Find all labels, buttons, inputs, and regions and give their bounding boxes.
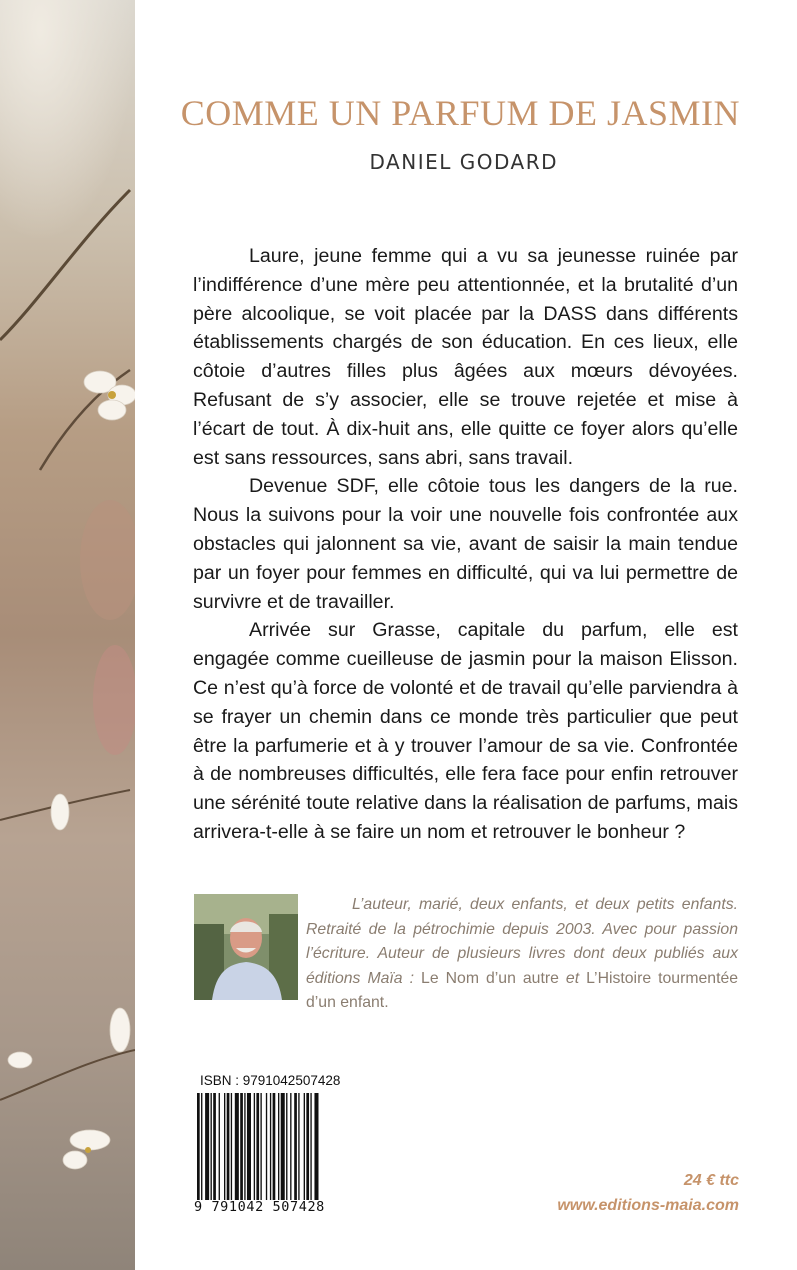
barcode <box>197 1093 354 1200</box>
isbn-label: ISBN : 9791042507428 <box>200 1073 341 1088</box>
author-bio <box>306 893 738 1016</box>
author-name: DANIEL GODARD <box>369 150 558 174</box>
bio-text: L’auteur, marié, deux enfants, et deux petits enfants. Retraité de la pétrochimie depuis 2003. Avec pour passion l’écriture. Auteur de plusieurs livres dont deux publiés aux éditions Maïa : <box>306 896 738 987</box>
bio-book-title: L’Histoire tourmentée d’un enfant <box>306 969 739 1012</box>
synopsis-paragraph: Laure, jeune femme qui a vu sa jeunesse ruinée par l’indifférence d’une mère peu attentionnée, et la brutalité d’un père alcoolique, se voit placée par la DASS dans différents établissements chargés de son éducation. En ces lieux, elle côtoie d’autres filles plus âgées aux mœurs dévoyées. Refusant de s’y associer, elle se trouve rejetée et mise à l’écart de tout. À dix-huit ans, elle quitte ce foyer alors qu’elle est sans ressources, sans abri, sans travail. <box>193 245 738 469</box>
publisher-website: www.editions-maia.com <box>557 1197 739 1214</box>
bio-book-title: Le Nom d’un autre <box>421 969 559 987</box>
barcode-digits: 9 791042 507428 <box>194 1199 325 1215</box>
synopsis <box>193 242 738 847</box>
author-photo <box>194 894 298 1000</box>
price: 24 € ttc <box>683 1172 739 1189</box>
synopsis-paragraph: Arrivée sur Grasse, capitale du parfum, elle est engagée comme cueilleuse de jasmin pour la maison Elisson. Ce n’est qu’à force de volonté et de travail qu’elle parviendra à se frayer un chemin dans ce monde très particulier que peut être la parfumerie et à y trouver l’amour de sa vie. Confrontée à de nombreuses difficultés, elle fera face pour enfin retrouver une sérénité toute relative dans la réalisation de parfums, mais arrivera-t-elle à se faire un nom et retrouver le bonheur ? <box>193 619 738 843</box>
book-title: COMME UN PARFUM DE JASMIN <box>180 93 740 133</box>
synopsis-paragraph: Devenue SDF, elle côtoie tous les dangers de la rue. Nous la suivons pour la voir une nouvelle fois confrontée aux obstacles qui jalonnent sa vie, avant de saisir la main tendue par un foyer pour femmes en difficulté, qui va lui permettre de survivre et de travailler. <box>193 475 738 613</box>
cover-photo-strip <box>0 0 135 1270</box>
bio-connector: et <box>565 969 580 987</box>
bio-end: . <box>384 994 389 1012</box>
jasmin-branch-illustration <box>0 0 135 1270</box>
